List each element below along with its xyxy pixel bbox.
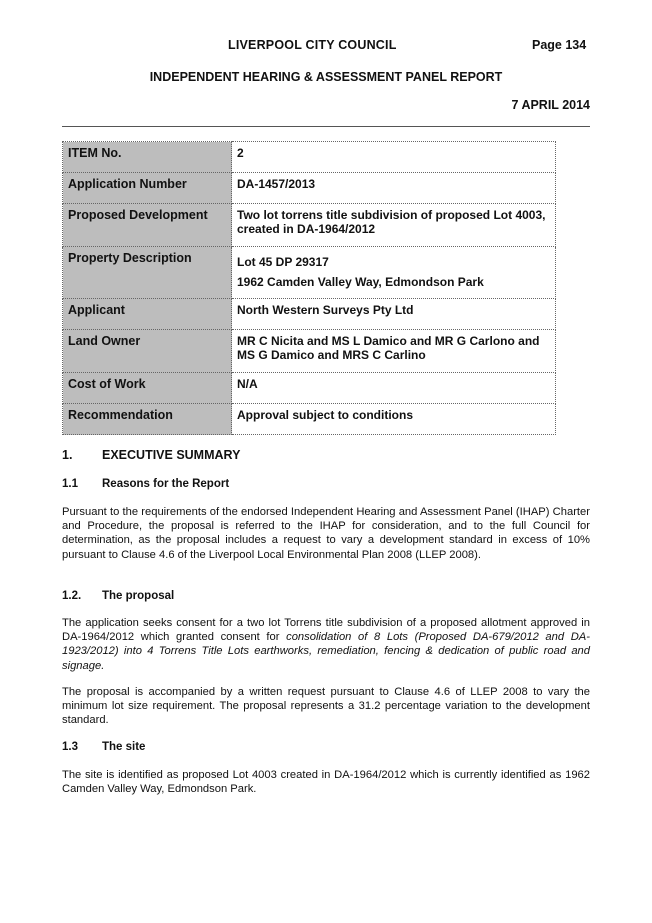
subsection-number: 1.3 <box>62 741 78 753</box>
row-value <box>232 299 556 330</box>
page-number: Page 134 <box>532 38 587 52</box>
row-label: Cost of Work <box>63 373 232 404</box>
row-value-line: DA-1457/2013 <box>237 177 316 191</box>
subsection-title: The site <box>102 741 146 753</box>
row-value <box>232 204 556 247</box>
row-value <box>232 404 556 435</box>
row-value-line: MR C Nicita and MS L Damico and MR G Carlono and MS G Damico and MRS C Carlino <box>237 334 540 362</box>
section-number: 1. <box>62 448 73 462</box>
table-row <box>63 373 556 404</box>
table-row <box>63 299 556 330</box>
row-value-line: Two lot torrens title subdivision of proposed Lot 4003, created in DA-1964/2012 <box>237 208 546 236</box>
row-label: ITEM No. <box>63 142 232 173</box>
row-value-line: Approval subject to conditions <box>237 408 414 422</box>
table-row <box>63 330 556 373</box>
table-row <box>63 173 556 204</box>
row-value <box>232 173 556 204</box>
row-label: Proposed Development <box>63 204 232 247</box>
section-heading-executive-summary <box>62 448 240 462</box>
row-label: Property Description <box>63 247 232 299</box>
row-value-line: 2 <box>237 146 244 160</box>
row-value <box>232 373 556 404</box>
subsection-heading-site <box>62 741 145 753</box>
subsection-number: 1.2. <box>62 590 82 602</box>
council-name: LIVERPOOL CITY COUNCIL <box>228 38 397 52</box>
table-row <box>63 142 556 173</box>
subsection-heading-proposal <box>62 590 174 602</box>
row-label: Applicant <box>63 299 232 330</box>
paragraph-proposal-italic: consolidation of 8 Lots (Proposed DA-679/2012 and DA-1923/2012) into 4 Torrens Title Lots earthworks, remediation, fencing & dedication of public road and signage. <box>62 631 590 672</box>
table-row <box>63 247 556 299</box>
header-divider <box>62 126 590 127</box>
section-title: EXECUTIVE SUMMARY <box>102 448 241 462</box>
application-summary-table <box>62 141 556 435</box>
row-label: Land Owner <box>63 330 232 373</box>
row-value-line: Lot 45 DP 29317 <box>237 255 329 269</box>
report-title: INDEPENDENT HEARING & ASSESSMENT PANEL REPORT <box>149 70 503 84</box>
subsection-number: 1.1 <box>62 478 78 490</box>
paragraph-reasons: Pursuant to the requirements of the endorsed Independent Hearing and Assessment Panel (IHAP) Charter and Procedure, the proposal is referred to the IHAP for consideration, and to the full Council for determination, as the proposal includes a request to vary a development standard in excess of 10% pursuant to Clause 4.6 of the Liverpool Local Environmental Plan 2008 (LLEP 2008). <box>62 506 590 561</box>
report-date: 7 APRIL 2014 <box>511 98 590 112</box>
row-value <box>232 247 556 299</box>
paragraph-site: The site is identified as proposed Lot 4003 created in DA-1964/2012 which is currently identified as 1962 Camden Valley Way, Edmondson Park. <box>62 769 590 796</box>
table-row <box>63 204 556 247</box>
row-label: Recommendation <box>63 404 232 435</box>
table-row <box>63 404 556 435</box>
subsection-title: Reasons for the Report <box>102 478 230 490</box>
row-value-line: N/A <box>237 377 258 391</box>
paragraph-proposal <box>62 616 590 673</box>
subsection-title: The proposal <box>102 590 175 602</box>
row-value <box>232 330 556 373</box>
row-value-line: 1962 Camden Valley Way, Edmondson Park <box>237 275 484 289</box>
row-value <box>232 142 556 173</box>
row-value-line: North Western Surveys Pty Ltd <box>237 303 414 317</box>
row-label: Application Number <box>63 173 232 204</box>
paragraph-variation: The proposal is accompanied by a written request pursuant to Clause 4.6 of LLEP 2008 to vary the minimum lot size requirement. The proposal represents a 31.2 percentage variation to the development standard. <box>62 686 590 727</box>
paragraph-proposal-text: The application seeks consent for a two lot Torrens title subdivision of a proposed allotment approved in DA-1964/2012 which granted consent for <box>62 617 590 644</box>
subsection-heading-reasons <box>62 478 229 490</box>
